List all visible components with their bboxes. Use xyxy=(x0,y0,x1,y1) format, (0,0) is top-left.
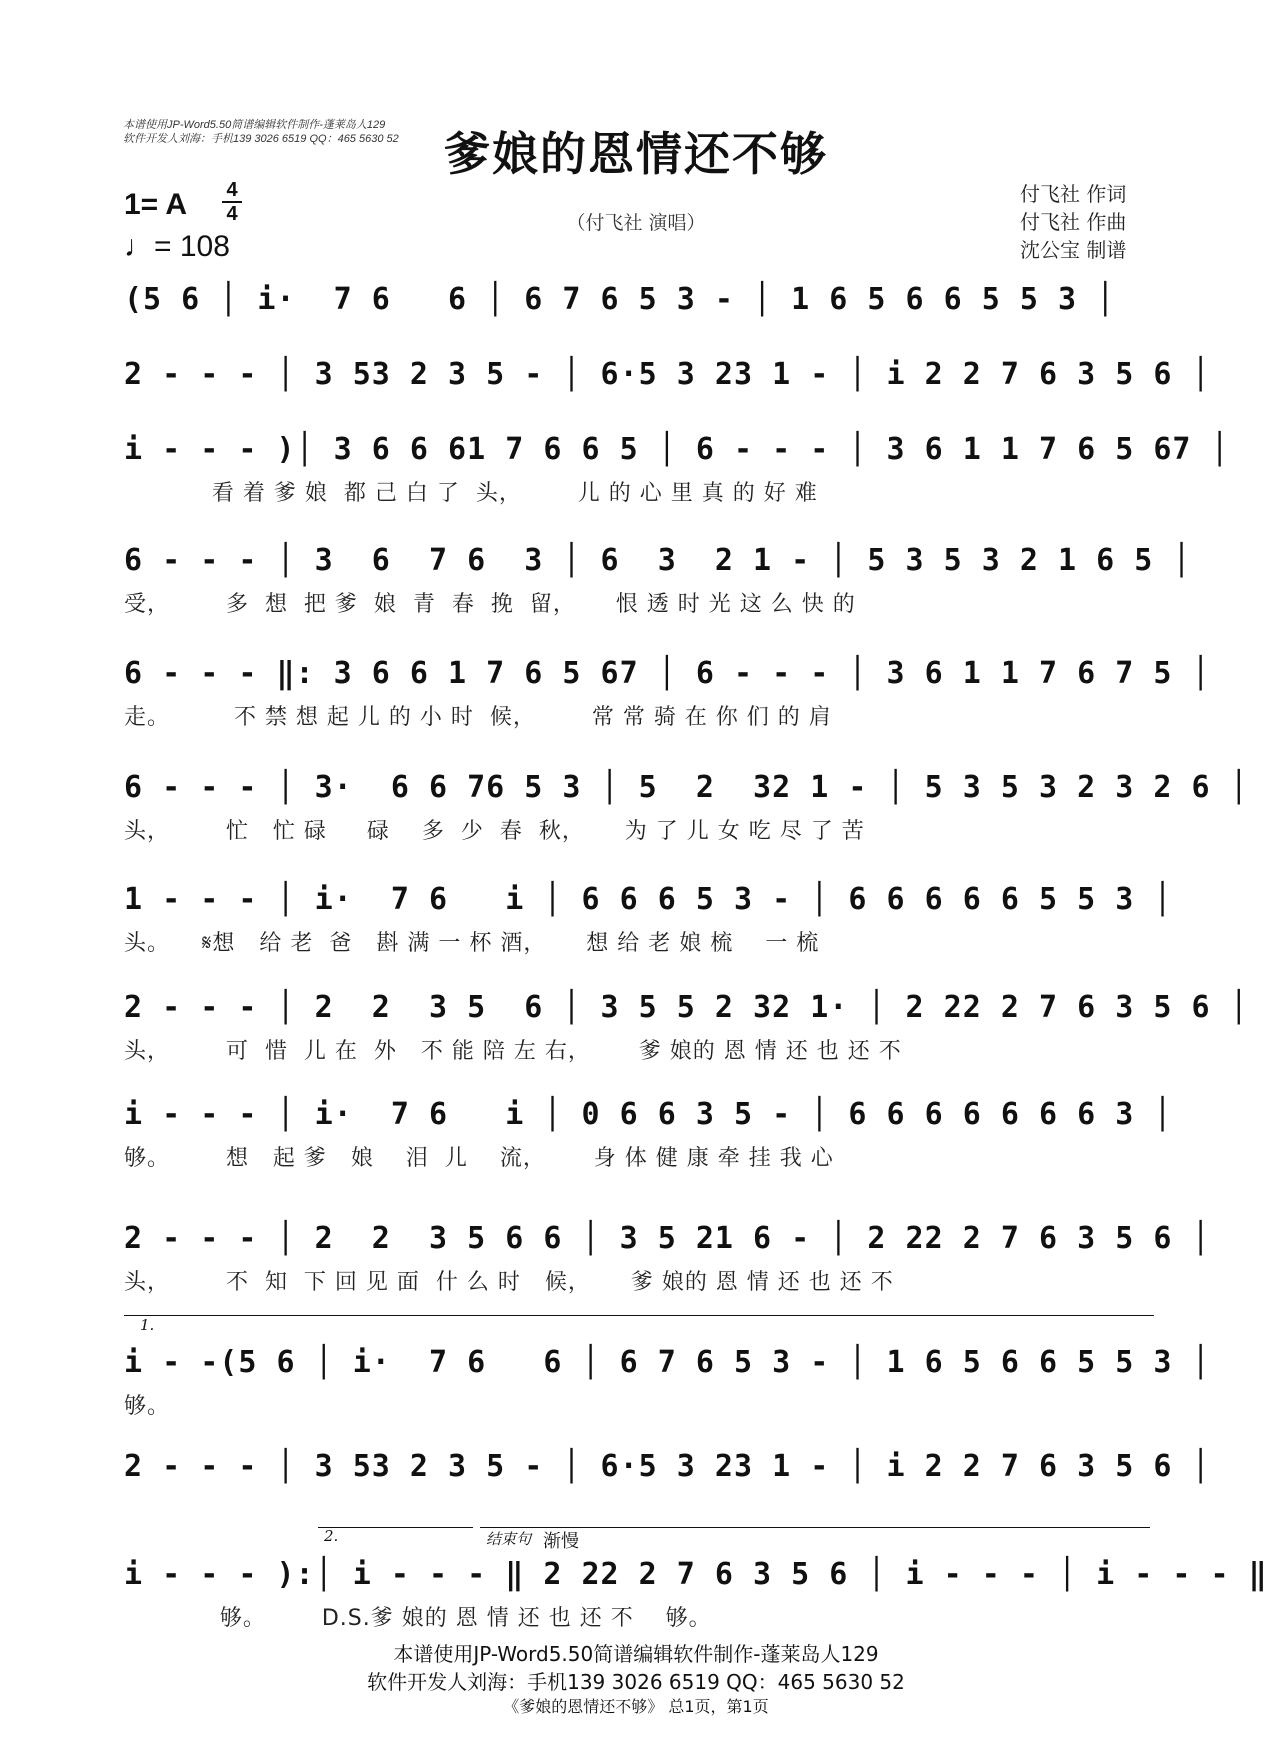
score-system-notes: 6 - - - │ 3· 6 6 76 5 3 │ 5 2 32 1 - │ 5 3 5 3 2 3 2 6 │ xyxy=(124,770,1249,805)
score-system-lyrics: 看 着 爹 娘 都 己 白 了 头， 儿 的 心 里 真 的 好 难 xyxy=(124,481,818,506)
score-system-lyrics: 走。 不 禁 想 起 儿 的 小 时 候， 常 常 骑 在 你 们 的 肩 xyxy=(124,705,832,730)
score-system-notes: i - - - ):│ i - - - ‖ 2 22 2 7 6 3 5 6 │ i - - - │ i - - - ‖ xyxy=(124,1557,1268,1592)
score-system-notes: 1 - - - │ i· 7 6 i │ 6 6 6 5 3 - │ 6 6 6 6 6 5 5 3 │ xyxy=(124,882,1173,917)
score-system-lyrics: 头， 忙 忙 碌 碌 多 少 春 秋， 为 了 儿 女 吃 尽 了 苦 xyxy=(124,819,865,844)
score-system-lyrics: 头。 𝄋想 给 老 爸 斟 满 一 杯 酒， 想 给 老 娘 梳 一 梳 xyxy=(124,931,820,956)
score-system-lyrics: 够。 D.S.爹 娘的 恩 情 还 也 还 不 够。 xyxy=(124,1606,712,1631)
score-system-notes: i - - - │ i· 7 6 i │ 0 6 6 3 5 - │ 6 6 6 6 6 6 6 3 │ xyxy=(124,1097,1173,1132)
footer-page-info: 《爹娘的恩情还不够》 总1页，第1页 xyxy=(503,1697,769,1716)
score-system-lyrics: 头， 可 惜 儿 在 外 不 能 陪 左 右， 爹 娘的 恩 情 还 也 还 不 xyxy=(124,1039,902,1064)
score-system-notes: 6 - - - │ 3 6 7 6 3 │ 6 3 2 1 - │ 5 3 5 3 2 1 6 5 │ xyxy=(124,543,1192,578)
volta-1-line xyxy=(124,1315,1154,1316)
footer-line-1: 本谱使用JP-Word5.50简谱编辑软件制作-蓬莱岛人129 xyxy=(393,1642,879,1666)
score-system-notes: 2 - - - │ 3 53 2 3 5 - │ 6·5 3 23 1 - │ i 2 2 7 6 3 5 6 │ xyxy=(124,1449,1211,1484)
score-system-notes: 2 - - - │ 3 53 2 3 5 - │ 6·5 3 23 1 - │ i 2 2 7 6 3 5 6 │ xyxy=(124,357,1211,392)
volta-2-line xyxy=(318,1527,473,1528)
ending-tempo: 渐慢 xyxy=(543,1531,579,1552)
quarter-note-icon: ♩ xyxy=(124,230,154,263)
score-system-notes: i - - - )│ 3 6 6 61 7 6 6 5 │ 6 - - - │ 3 6 1 1 7 6 5 67 │ xyxy=(124,432,1230,467)
credits-block xyxy=(1020,180,1126,264)
score-system-lyrics: 够。 xyxy=(124,1394,171,1419)
tempo-value: = 108 xyxy=(154,230,230,263)
lyricist-credit: 付飞社 作词 xyxy=(1020,182,1127,206)
time-signature-bottom: 4 xyxy=(226,203,238,225)
time-signature-top: 4 xyxy=(226,179,238,201)
page-title: 爹娘的恩情还不够 xyxy=(444,127,828,181)
score-system-notes: (5 6 │ i· 7 6 6 │ 6 7 6 5 3 - │ 1 6 5 6 6 5 5 3 │ xyxy=(124,282,1116,317)
score-system-lyrics: 受， 多 想 把 爹 娘 青 春 挽 留， 恨 透 时 光 这 么 快 的 xyxy=(124,592,856,617)
composer-credit: 付飞社 作曲 xyxy=(1020,210,1127,234)
ending-line xyxy=(480,1527,1150,1528)
footer-line-2: 软件开发人刘海：手机139 3026 6519 QQ：465 5630 52 xyxy=(367,1670,905,1694)
watermark-line-1: 本谱使用JP-Word5.50简谱编辑软件制作-蓬莱岛人129 xyxy=(123,119,386,131)
score-system-lyrics: 够。 想 起 爹 娘 泪 儿 流， 身 体 健 康 牵 挂 我 心 xyxy=(124,1146,834,1171)
score-system-notes: i - -(5 6 │ i· 7 6 6 │ 6 7 6 5 3 - │ 1 6 5 6 6 5 5 3 │ xyxy=(124,1345,1211,1380)
tempo-marking xyxy=(124,230,230,264)
singer-credit: （付飞社 演唱） xyxy=(566,212,706,234)
score-system-notes: 2 - - - │ 2 2 3 5 6 │ 3 5 5 2 32 1· │ 2 22 2 7 6 3 5 6 │ xyxy=(124,990,1249,1025)
key-signature: 1= A xyxy=(124,188,188,221)
score-system-lyrics: 头， 不 知 下 回 见 面 什 么 时 候， 爹 娘的 恩 情 还 也 还 不 xyxy=(124,1270,894,1295)
arranger-credit: 沈公宝 制谱 xyxy=(1020,238,1127,262)
watermark-line-2: 软件开发人刘海：手机139 3026 6519 QQ：465 5630 52 xyxy=(123,133,399,145)
score-system-notes: 6 - - - ‖: 3 6 6 1 7 6 5 67 │ 6 - - - │ 3 6 1 1 7 6 7 5 │ xyxy=(124,656,1211,691)
volta-1-label: 1. xyxy=(140,1316,155,1334)
score-system-notes: 2 - - - │ 2 2 3 5 6 6 │ 3 5 21 6 - │ 2 22 2 7 6 3 5 6 │ xyxy=(124,1221,1211,1256)
ending-label: 结束句 xyxy=(486,1530,532,1548)
volta-2-label: 2. xyxy=(324,1527,339,1545)
